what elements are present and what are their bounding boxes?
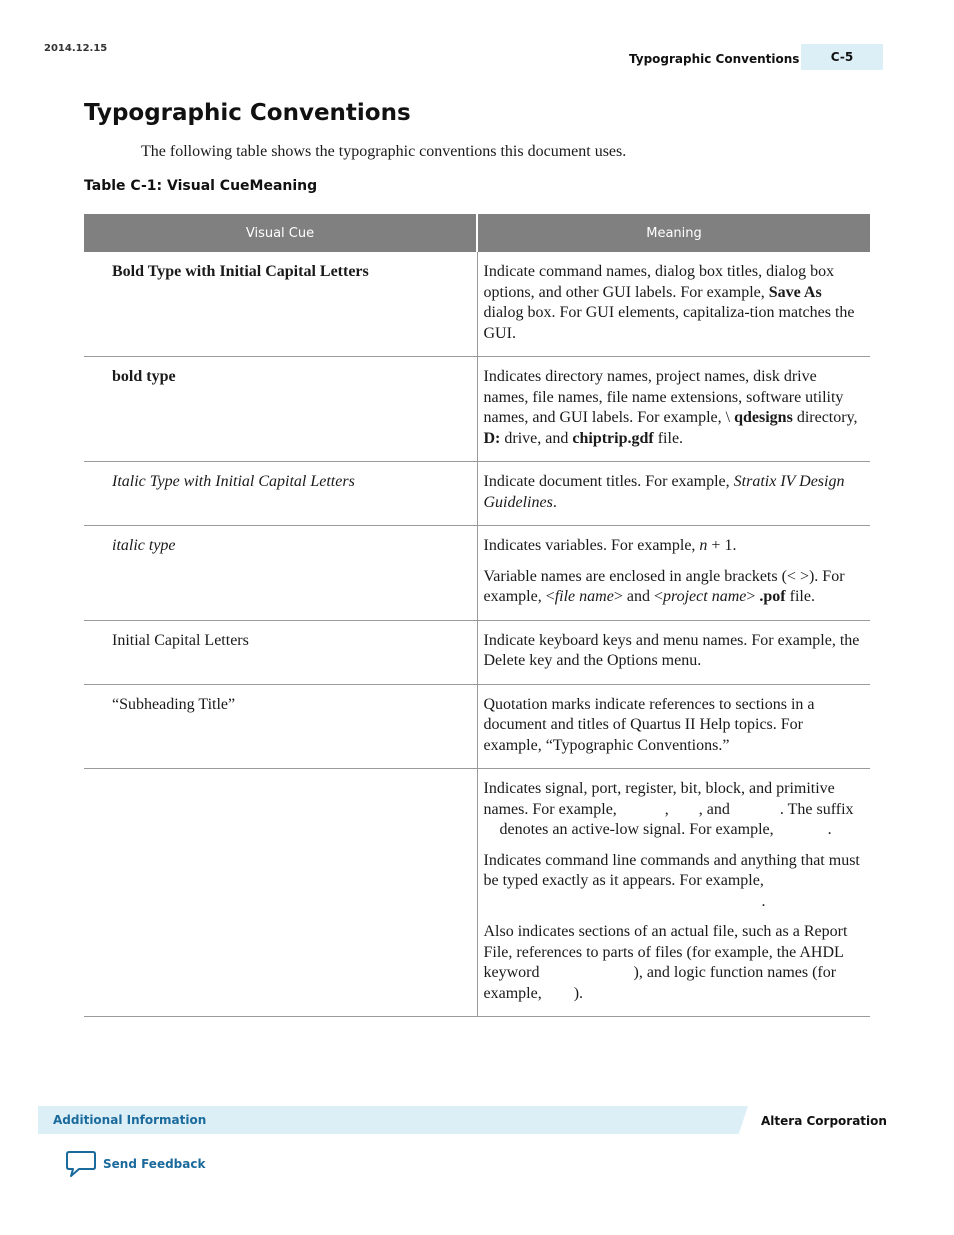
table-row — [84, 526, 870, 621]
meaning-text: ). — [573, 984, 584, 1002]
meaning-text: file. — [653, 429, 684, 447]
meaning-text: Indicate command names, dialog box titles, dialog box options, and other GUI labels. For example, — [483, 263, 835, 301]
meaning-text: . — [827, 821, 832, 838]
table-row — [84, 357, 870, 462]
visual-cue-cell — [84, 252, 477, 357]
meaning-text: ), and logic function names (for example, — [483, 964, 837, 1002]
footer-company: Altera Corporation — [761, 1114, 887, 1128]
meaning-text: dialog box. For GUI elements, capitaliza-tion matches the GUI. — [483, 304, 855, 342]
meaning-text: project name — [662, 588, 747, 605]
meaning-text: D: — [483, 429, 501, 447]
meaning-text: Also indicates sections of an actual file, such as a Report File, references to parts of files (for example, the AHDL keyword — [483, 923, 848, 981]
meaning-cell — [477, 462, 870, 526]
page-title: Typographic Conventions — [84, 100, 411, 126]
column-header-meaning: Meaning — [477, 214, 870, 252]
visual-cue-text: Initial Capital Letters — [112, 631, 249, 649]
send-feedback-label: Send Feedback — [103, 1157, 206, 1171]
table-row — [84, 252, 870, 357]
table-row — [84, 684, 870, 769]
meaning-text: directory, — [792, 409, 858, 426]
meaning-text: Quotation marks indicate references to sections in a document and titles of Quartus II Help topics. For example, “Typographic Conventions.” — [483, 695, 815, 754]
meaning-cell — [477, 357, 870, 462]
meaning-text: , and — [698, 800, 734, 818]
meaning-paragraph — [484, 851, 865, 913]
meaning-text: file name — [554, 588, 614, 605]
speech-bubble-icon — [65, 1150, 97, 1178]
column-header-visual-cue: Visual Cue — [84, 214, 477, 252]
conventions-table — [84, 214, 870, 1017]
send-feedback-link[interactable] — [65, 1150, 205, 1178]
header-section-title: Typographic Conventions — [629, 52, 800, 66]
meaning-text: . — [761, 892, 766, 910]
header-date: 2014.12.15 — [44, 43, 108, 54]
meaning-text: chiptrip.gdf — [572, 429, 654, 447]
meaning-paragraph — [484, 262, 865, 344]
meaning-text: Variable names are enclosed in angle brackets (< >). For example, < — [483, 567, 845, 605]
visual-cue-text: italic type — [112, 537, 176, 554]
meaning-text: > and < — [613, 588, 663, 605]
meaning-text: . — [552, 493, 557, 511]
meaning-text: file. — [785, 588, 815, 605]
table-header-row — [84, 214, 870, 252]
meaning-text: Indicates command line commands and anything that must be typed exactly as it appears. For example, — [483, 851, 860, 889]
meaning-paragraph — [484, 367, 865, 449]
meaning-text: Indicates variables. For example, — [483, 537, 700, 554]
meaning-text: + 1. — [707, 537, 737, 554]
meaning-text: drive, and — [500, 429, 573, 447]
meaning-text: > — [746, 588, 760, 605]
table-row — [84, 462, 870, 526]
meaning-paragraph — [484, 631, 865, 672]
table-row — [84, 620, 870, 684]
footer-section-link[interactable]: Additional Information — [53, 1113, 207, 1127]
meaning-cell — [477, 620, 870, 684]
header-page-number: C-5 — [801, 44, 883, 70]
meaning-cell — [477, 769, 870, 1017]
visual-cue-cell — [84, 357, 477, 462]
meaning-text: Indicate document titles. For example, — [483, 473, 734, 490]
visual-cue-text: Bold Type with Initial Capital Letters — [112, 263, 369, 280]
meaning-text: , — [664, 800, 673, 818]
meaning-paragraph — [484, 922, 865, 1004]
visual-cue-cell — [84, 526, 477, 621]
visual-cue-text: Italic Type with Initial Capital Letters — [112, 473, 355, 490]
meaning-cell — [477, 684, 870, 769]
meaning-text: Save As — [768, 283, 822, 301]
visual-cue-text: bold type — [112, 368, 176, 385]
meaning-text: qdesigns — [734, 409, 793, 426]
visual-cue-cell — [84, 620, 477, 684]
visual-cue-cell — [84, 769, 477, 1017]
meaning-text: Indicates directory names, project names, disk drive names, file names, file name extensions, software utility names, and GUI labels. For example, \ — [483, 368, 844, 426]
meaning-text: Indicate keyboard keys and menu names. For example, the Delete key and the Options menu. — [483, 631, 860, 669]
meaning-paragraph — [484, 536, 865, 557]
intro-paragraph: The following table shows the typographic conventions this document uses. — [141, 143, 627, 160]
visual-cue-cell — [84, 462, 477, 526]
meaning-text: Stratix IV Design Guidelines — [483, 473, 845, 511]
meaning-text: n — [699, 537, 708, 554]
meaning-paragraph — [484, 779, 865, 841]
meaning-text: denotes an active-low signal. For example, — [495, 821, 778, 838]
meaning-cell — [477, 252, 870, 357]
table-row — [84, 769, 870, 1017]
visual-cue-text: “Subheading Title” — [112, 695, 236, 713]
meaning-text: .pof — [759, 588, 786, 605]
meaning-paragraph — [484, 695, 865, 757]
table-caption: Table C-1: Visual CueMeaning — [84, 178, 318, 194]
meaning-paragraph — [484, 472, 865, 513]
visual-cue-cell — [84, 684, 477, 769]
meaning-text: . The suffix — [779, 800, 854, 818]
meaning-cell — [477, 526, 870, 621]
meaning-paragraph — [484, 567, 865, 608]
meaning-text: Indicates signal, port, register, bit, block, and primitive names. For example, — [483, 780, 835, 818]
